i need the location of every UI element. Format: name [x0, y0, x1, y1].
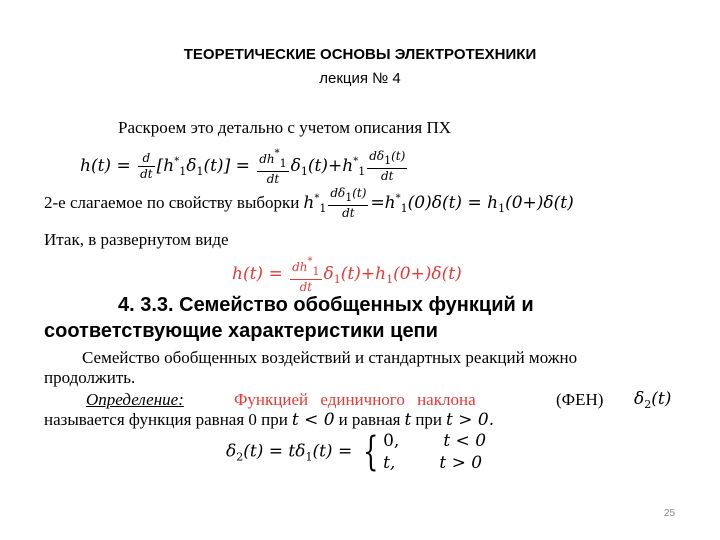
definition-term: Функцией единичного наклона: [234, 390, 476, 409]
text-line-intro: Раскроем это детально с учетом описания ПХ: [118, 118, 452, 137]
definition-abbr: (ФЕН): [556, 390, 604, 409]
paragraph-line-1: Семейство обобщенных воздействий и стандартных реакций можно: [82, 348, 578, 367]
section-heading-line-2: соответствующие характеристики цепи: [44, 320, 438, 342]
formula-h-derivative: h(t) = $\frac{d}{dt}$ $[h^*_1\delta_1(t)]$ = $\frac{dh^*1}{dt}$ $\delta_1(t)+h^*_1$ $\frac{d\delta 1(t)}{dt}$: [80, 148, 406, 186]
definition-tail: называется функция равная 0 при t < 0 и равная t при t > 0.: [44, 410, 495, 430]
sampling-label: 2-е слагаемое по свойству выборки: [44, 193, 300, 212]
text-line-sampling: [44, 186, 574, 221]
section-heading-line-1: 4. 3.3. Семейство обобщенных функций и: [118, 294, 534, 316]
formula-h-expanded: h(t) = $\frac{dh^*1}{dt}$ $\delta_1(t)+h_1(0+)\delta(t)$: [232, 256, 462, 294]
lecture-number: лекция № 4: [319, 70, 401, 87]
text-line-expanded: Итак, в развернутом виде: [44, 230, 229, 249]
formula-sampling: $h^*_1$ $\frac{d\delta 1(t)}{dt}$ $=h^*_1(0)\delta(t) = h_1(0+)\delta(t)$: [303, 186, 574, 220]
slide-title: ТЕОРЕТИЧЕСКИЕ ОСНОВЫ ЭЛЕКТРОТЕХНИКИ: [183, 46, 537, 63]
page-number: 25: [664, 508, 676, 519]
paragraph-line-2: продолжить.: [44, 368, 136, 387]
definition-label: Определение:: [86, 390, 184, 409]
formula-delta2-symbol: $\delta_2(t)$: [634, 389, 672, 411]
formula-delta2-piecewise: $\delta_2(t) = t\delta_1(t)$ = { 0, t < 0 t, t > 0: [226, 429, 487, 475]
